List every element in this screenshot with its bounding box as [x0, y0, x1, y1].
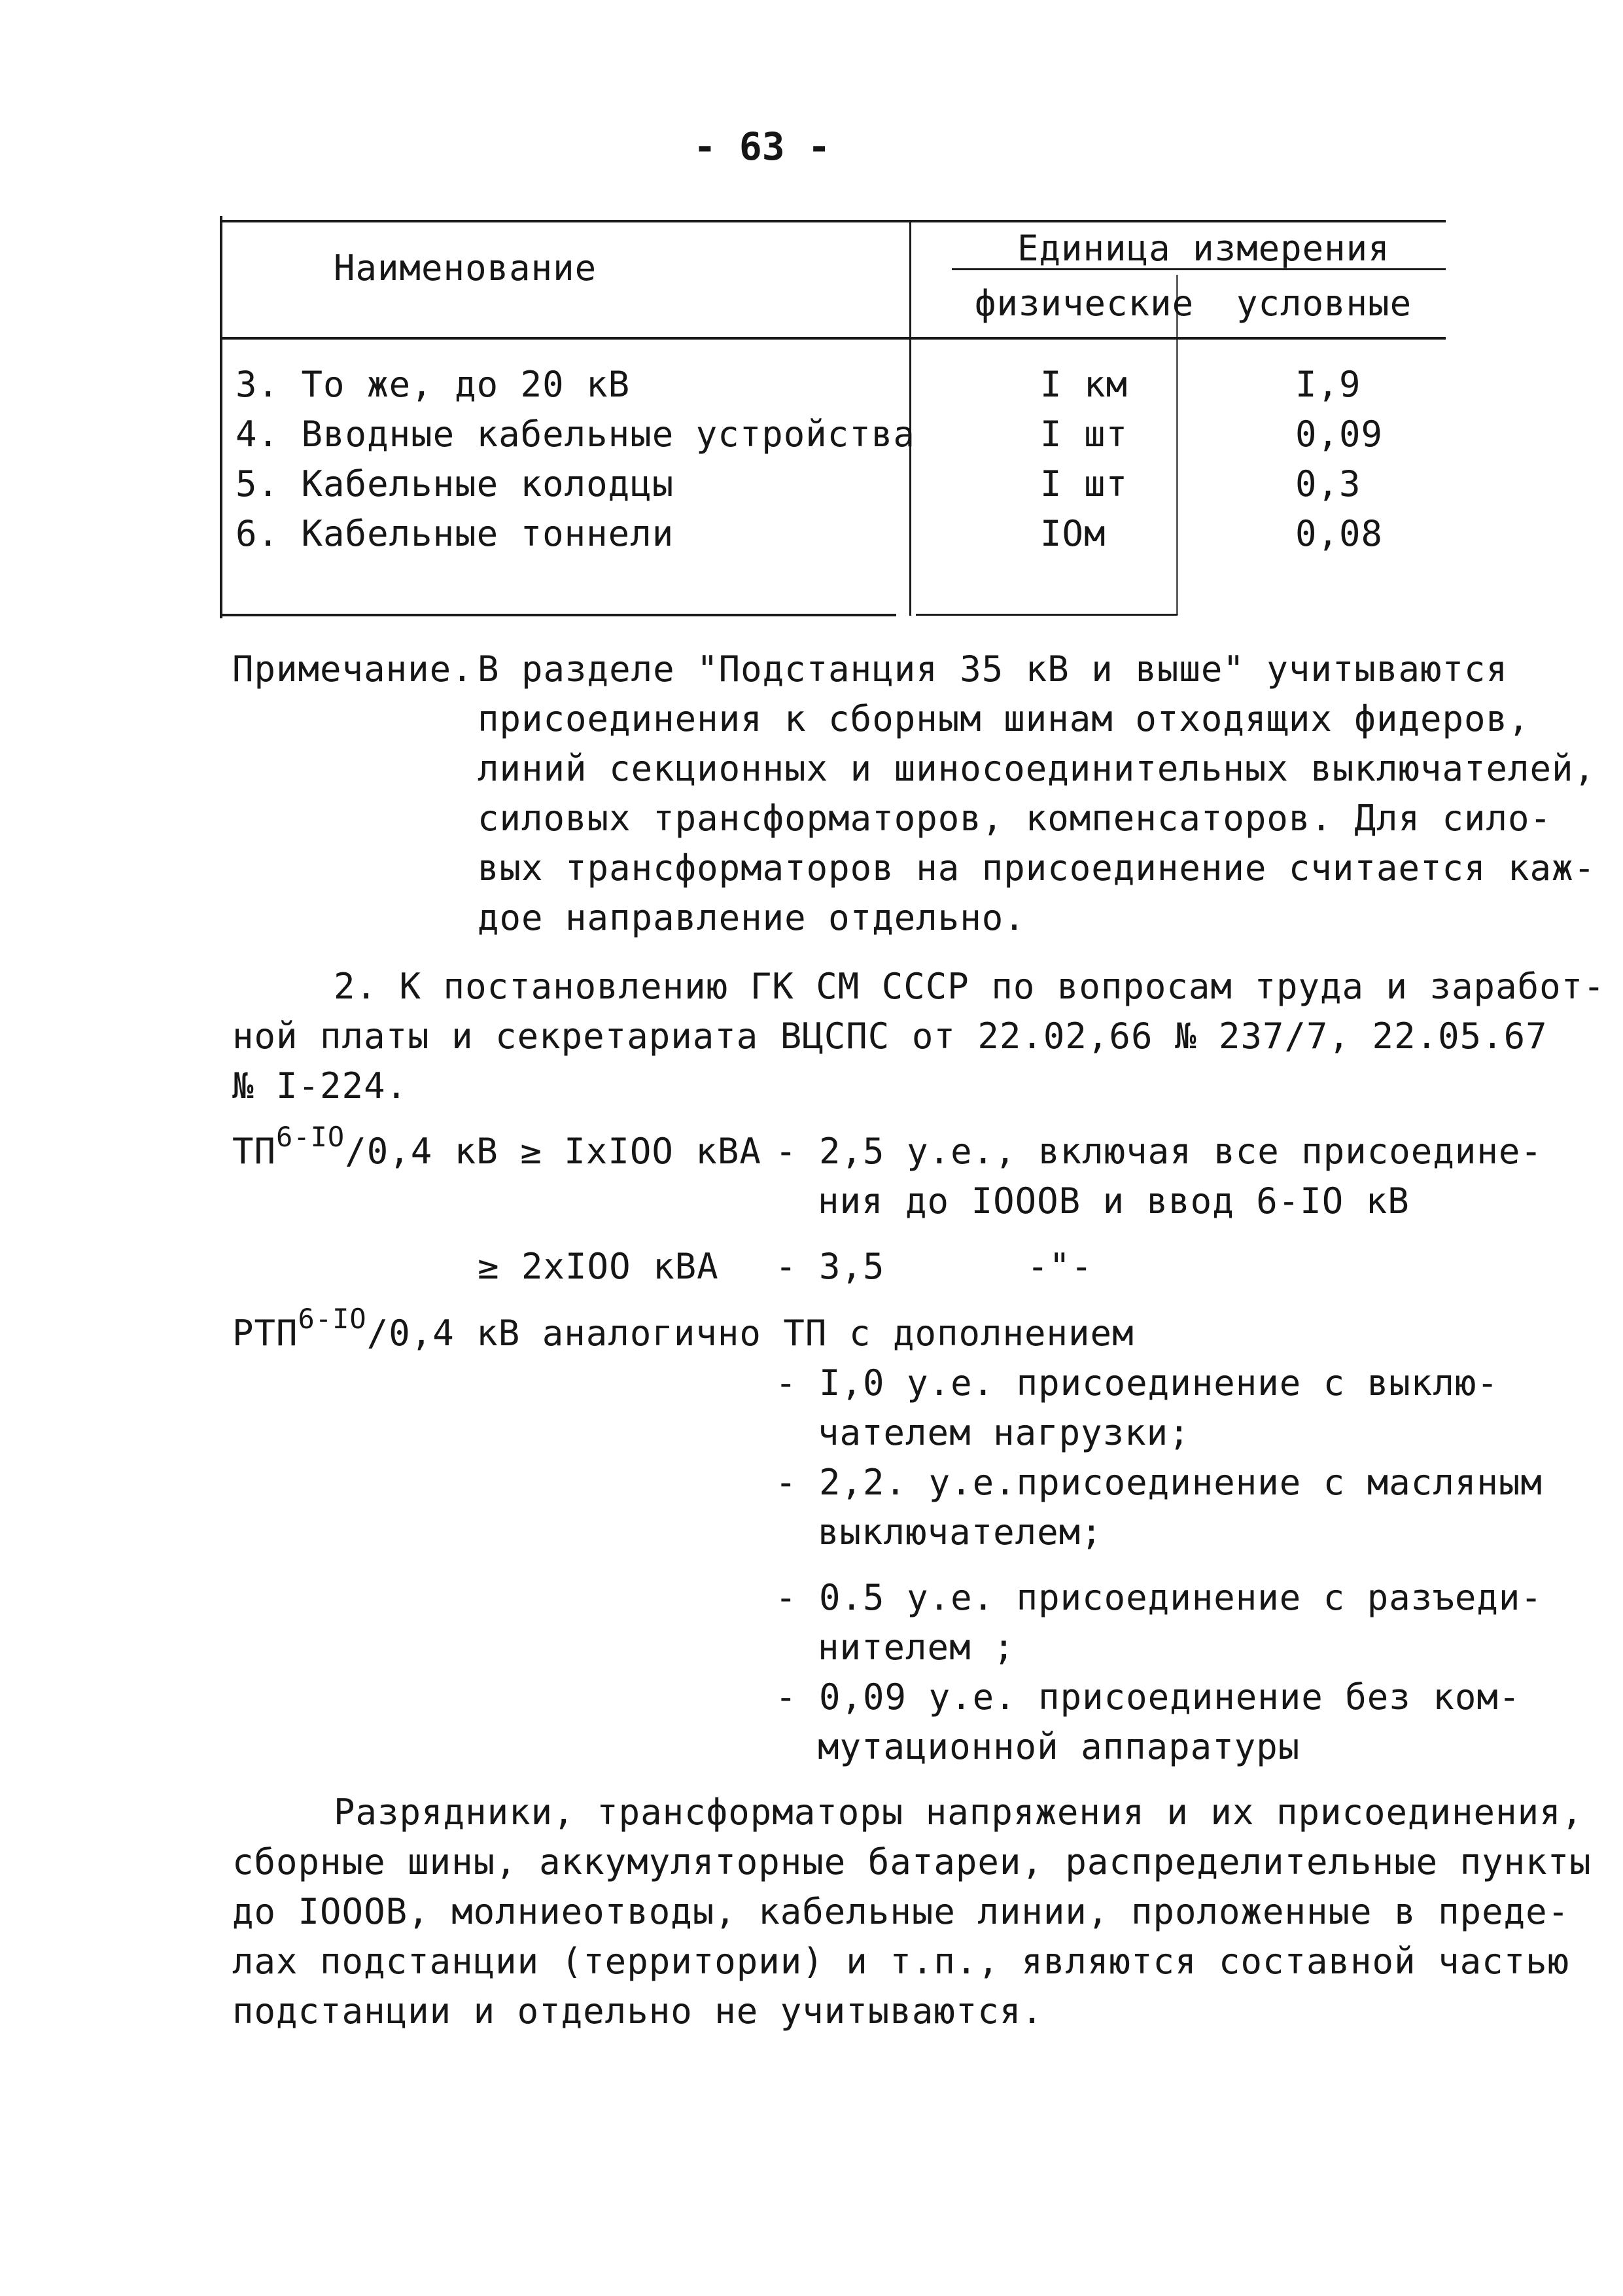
table-row-conventional: 0,08 — [1295, 513, 1384, 554]
table-bottom-rule — [222, 614, 896, 616]
rtp-item-line: - 0,09 у.е. присоединение без ком- — [775, 1676, 1521, 1718]
rtp-item-line: нителем ; — [818, 1627, 1015, 1668]
table-top-rule — [222, 220, 1446, 222]
table-row-name: 4. Вводные кабельные устройства — [236, 414, 915, 455]
section-2-line: ной платы и секретариата ВЦСПС от 22.02,66 № 237/7, 22.05.67 — [232, 1016, 1548, 1057]
tp-superscript: 6-IO — [276, 1121, 345, 1153]
note-line: силовых трансформаторов, компенсаторов. Для сило- — [478, 798, 1552, 839]
rtp-item-line: мутационной аппаратуры — [818, 1726, 1300, 1767]
rtp-prefix: РТП — [232, 1313, 298, 1354]
note-line: дое направление отдельно. — [478, 897, 1026, 938]
final-line: сборные шины, аккумуляторные батареи, распределительные пункты — [232, 1841, 1592, 1882]
note-line: линий секционных и шиносоединительных выключателей, — [478, 748, 1596, 789]
table-row-conventional: 0,3 — [1295, 463, 1361, 504]
table-row-name: 3. То же, до 20 кВ — [236, 364, 631, 405]
note-line: вых трансформаторов на присоединение считается каж- — [478, 847, 1596, 889]
header-conventional: условные — [1236, 283, 1412, 324]
rtp-item-line: - I,0 у.е. присоединение с выклю- — [775, 1362, 1499, 1404]
header-name: Наименование — [334, 247, 597, 289]
note-label: Примечание. — [232, 648, 474, 690]
header-bottom-rule — [222, 337, 1446, 340]
tp-suffix: /0,4 кВ ≥ IxIOO кВА — [345, 1131, 761, 1172]
rtp-superscript: 6-IO — [298, 1303, 367, 1335]
rtp-item-line: - 0.5 у.е. присоединение с разъеди- — [775, 1577, 1543, 1618]
tp-value-1: - 2,5 у.е., включая все присоедине- — [775, 1131, 1543, 1172]
table-row-conventional: I,9 — [1295, 364, 1361, 405]
table-row-physical: I км — [1040, 364, 1128, 405]
tp-value-1-cont: ния до IOOOВ и ввод 6-IO кВ — [818, 1180, 1410, 1222]
tp-formula — [232, 1121, 761, 1179]
section-2-line: 2. К постановлению ГК СМ СССР по вопросам труда и заработ- — [334, 966, 1605, 1007]
header-unit-group: Единица измерения — [1017, 228, 1390, 269]
rtp-item-line: выключателем; — [818, 1511, 1103, 1553]
note-line: присоединения к сборным шинам отходящих фидеров, — [478, 698, 1530, 739]
header-physical: физические — [975, 283, 1195, 324]
rtp-item-line: чателем нагрузки; — [818, 1412, 1191, 1453]
section-2-line: № I-224. — [232, 1065, 408, 1106]
rtp-suffix: /0,4 кВ аналогично ТП с дополнением — [366, 1313, 1134, 1354]
rtp-formula — [232, 1303, 1134, 1361]
page-number: - 63 - — [693, 124, 831, 169]
table-row-name: 6. Кабельные тоннели — [236, 513, 674, 554]
final-line: подстанции и отдельно не учитываются. — [232, 1990, 1043, 2032]
final-line: Разрядники, трансформаторы напряжения и их присоединения, — [334, 1792, 1584, 1833]
tp-condition-2: ≥ 2xIOO кВА — [478, 1246, 719, 1287]
final-line: до IOOOВ, молниеотводы, кабельные линии, проложенные в преде- — [232, 1891, 1570, 1932]
table-left-rule — [220, 216, 222, 618]
tp-ditto: -"- — [1027, 1246, 1093, 1287]
table-row-name: 5. Кабельные колодцы — [236, 463, 674, 504]
tp-value-2: - 3,5 — [775, 1246, 885, 1287]
final-line: лах подстанции (территории) и т.п., являются составной частью — [232, 1941, 1570, 1982]
tp-prefix: ТП — [232, 1131, 277, 1172]
table-row-conventional: 0,09 — [1295, 414, 1384, 455]
table-row-physical: I шт — [1040, 414, 1128, 455]
rtp-item-line: - 2,2. у.е.присоединение с масляным — [775, 1462, 1543, 1503]
table-bottom-rule-right — [916, 614, 1178, 616]
table-row-physical: IOм — [1040, 513, 1106, 554]
note-line: В разделе "Подстанция 35 кВ и выше" учитываются — [478, 648, 1509, 690]
table-row-physical: I шт — [1040, 463, 1128, 504]
